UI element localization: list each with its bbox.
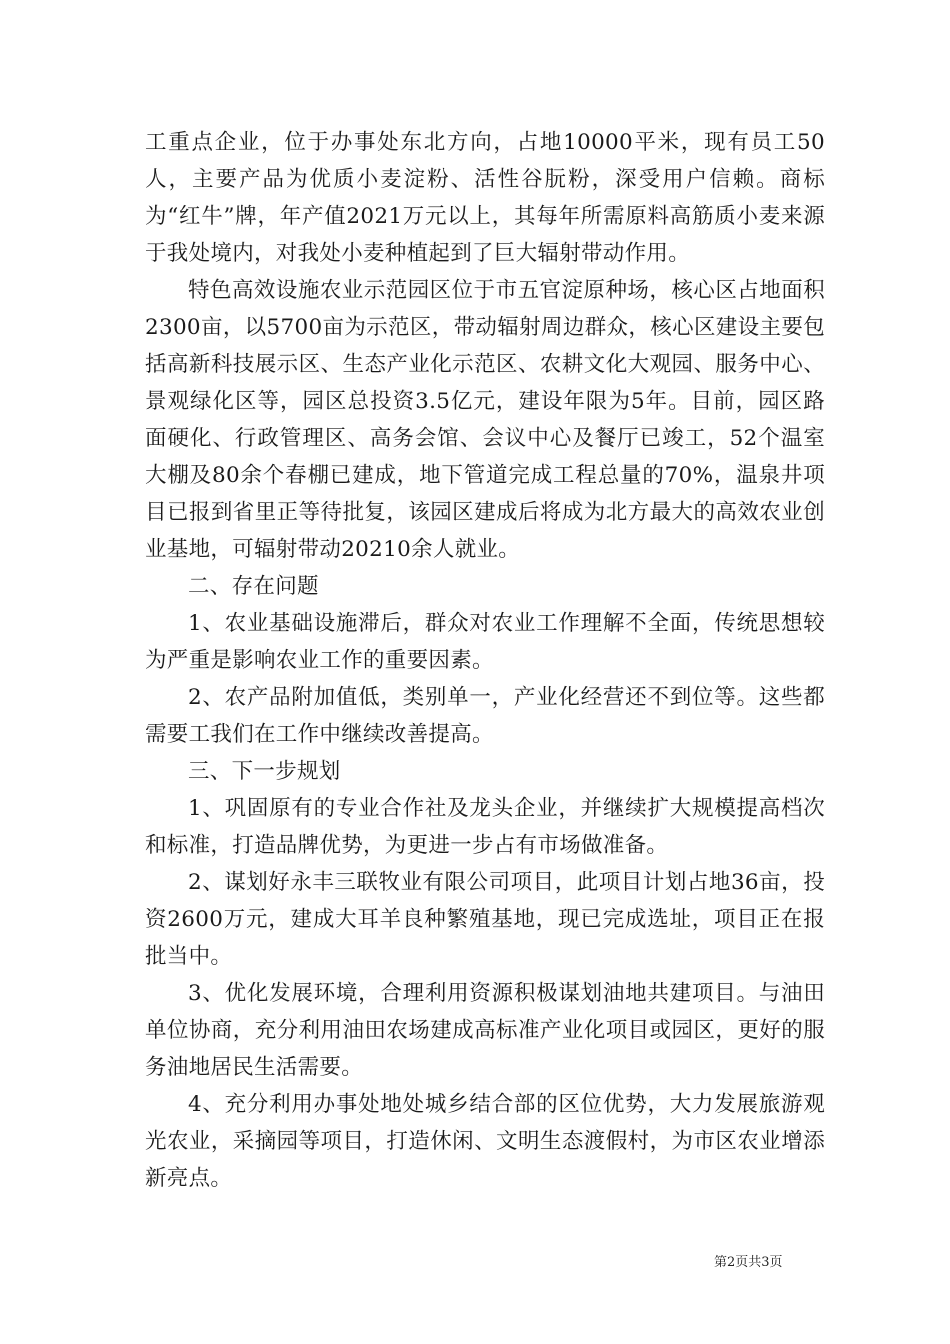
plan-item-2: 2、谋划好永丰三联牧业有限公司项目，此项目计划占地36亩，投资2600万元，建成大耳羊良种繁殖基地，现已完成选址，项目正在报批当中。 xyxy=(145,870,825,969)
paragraph-continuation: 工重点企业，位于办事处东北方向，占地10000平米，现有员工50人，主要产品为优质小麦淀粉、活性谷朊粉，深受用户信赖。商标为“红牛”牌，年产值2021万元以上，其每年所需原料高筋质小麦来源于我处境内，对我处小麦种植起到了巨大辐射带动作用。 xyxy=(145,130,825,266)
plan-item-1: 1、巩固原有的专业合作社及龙头企业，并继续扩大规模提高档次和标准，打造品牌优势，为更进一步占有市场做准备。 xyxy=(145,796,825,858)
document-body xyxy=(145,124,825,1197)
heading-existing-problems: 二、存在问题 xyxy=(188,574,319,599)
paragraph-demo-park: 特色高效设施农业示范园区位于市五官淀原种场，核心区占地面积2300亩，以5700亩为示范区，带动辐射周边群众，核心区建设主要包括高新科技展示区、生态产业化示范区、农耕文化大观园、服务中心、景观绿化区等，园区总投资3.5亿元，建设年限为5年。目前，园区路面硬化、行政管理区、高务会馆、会议中心及餐厅已竣工，52个温室大棚及80余个春棚已建成，地下管道完成工程总量的70%，温泉井项目已报到省里正等待批复，该园区建成后将成为北方最大的高效农业创业基地，可辐射带动20210余人就业。 xyxy=(145,278,825,562)
problem-item-1: 1、农业基础设施滞后，群众对农业工作理解不全面，传统思想较为严重是影响农业工作的重要因素。 xyxy=(145,611,825,673)
plan-item-3: 3、优化发展环境，合理利用资源积极谋划油地共建项目。与油田单位协商，充分利用油田农场建成高标准产业化项目或园区，更好的服务油地居民生活需要。 xyxy=(145,981,825,1080)
page-number-footer: 第2页共3页 xyxy=(714,1255,783,1270)
problem-item-2: 2、农产品附加值低，类别单一，产业化经营还不到位等。这些都需要工我们在工作中继续改善提高。 xyxy=(145,685,825,747)
plan-item-4: 4、充分利用办事处地处城乡结合部的区位优势，大力发展旅游观光农业，采摘园等项目，打造休闲、文明生态渡假村，为市区农业增添新亮点。 xyxy=(145,1092,825,1191)
heading-next-plan: 三、下一步规划 xyxy=(188,759,341,784)
